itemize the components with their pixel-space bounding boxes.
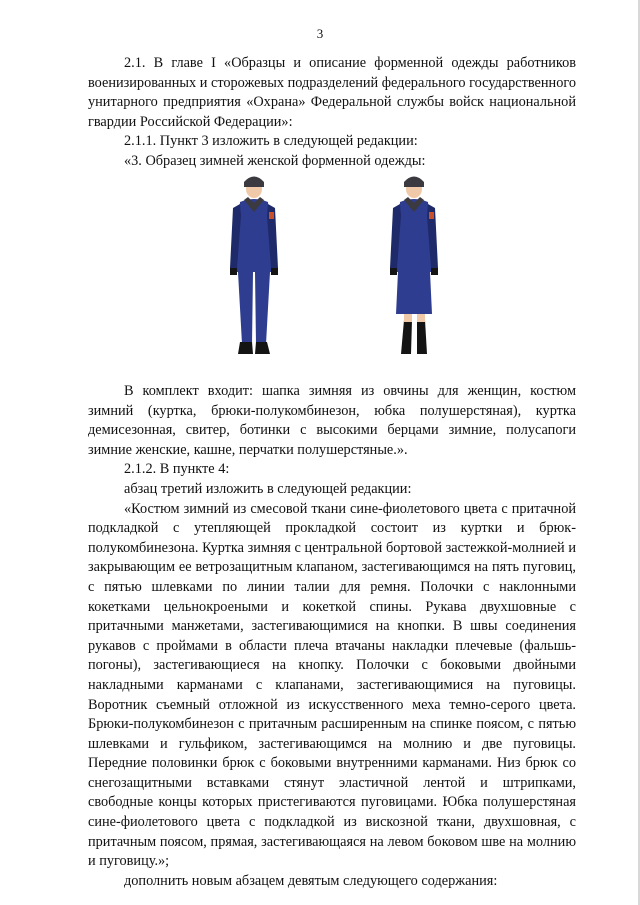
- paragraph-add-ninth: дополнить новым абзацем девятым следующего содержания:: [124, 872, 498, 889]
- paragraph-item-2-1-2: 2.1.2. В пункте 4:: [124, 461, 230, 478]
- paragraph-third-abzac: абзац третий изложить в следующей редакции:: [124, 480, 412, 497]
- paragraph-sample-title: «3. Образец зимней женской форменной одежды:: [124, 152, 426, 169]
- paragraph-kit-contents: В комплект входит: шапка зимняя из овчины для женщин, костюм зимний (куртка, брюки-полукомбинезон, юбка полушерстяная), куртка демисезонная, свитер, ботинки с высокими берцами зимние, полусапоги зимние женские, кашне, перчатки полушерстяные.».: [88, 383, 576, 458]
- uniform-illustration-svg: [200, 172, 480, 368]
- uniform-figure-skirt: [390, 177, 438, 355]
- paragraph-item-2-1-1: 2.1.1. Пункт 3 изложить в следующей редакции:: [124, 133, 418, 150]
- uniform-illustrations: [200, 172, 480, 368]
- body-text: [88, 382, 576, 891]
- intro-text: [88, 54, 576, 172]
- paragraph-section-2-1: 2.1. В главе I «Образцы и описание форменной одежды работников военизированных и сторожевых подразделений федерального государственного унитарного предприятия «Охрана» Федеральной службы войск национальной гвардии Российской Федерации»:: [88, 55, 577, 130]
- uniform-figure-trousers: [230, 177, 278, 355]
- paragraph-costume-description: «Костюм зимний из смесовой ткани сине-фиолетового цвета с притачной подкладкой с утепляющей прокладкой состоит из куртки и брюк-полукомбинезона. Куртка зимняя с центральной бортовой застежкой-молнией и закрывающим ее ветрозащитным клапаном, застегивающимся на пять пуговиц, с пятью шлевками по линии талии для ремня. Полочки с наклонными кокетками цельнокроеными и кокеткой спины. Рукава двухшовные с притачными манжетами, застегивающимися на кнопки. В швы соединения рукавов с проймами в области плеча втачаны накладки плечевые (фальшь-погоны), застегивающиеся на кнопку. Полочки с боковыми двойными накладными карманами с клапанами, застегивающимися на пуговицы. Воротник съемный отложной из искусственного меха темно-серого цвета. Брюки-полукомбинезон с притачным расширенным на спинке поясом, с пятью шлевками и гульфиком, застегивающимся на молнию и две пуговицы. Передние половинки брюк с боковыми внутренними карманами. Низ брюк со снегозащитными вставками стянут эластичной лентой и штрипками, свободные концы которых пристегиваются пуговицами. Юбка полушерстяная сине-фиолетового цвета с подкладкой из вискозной ткани, двухшовная, с притачным поясом, прямая, застегивающаяся на левом боковом шве на молнию и пуговицу.»;: [88, 500, 576, 870]
- page-number: 3: [316, 26, 324, 41]
